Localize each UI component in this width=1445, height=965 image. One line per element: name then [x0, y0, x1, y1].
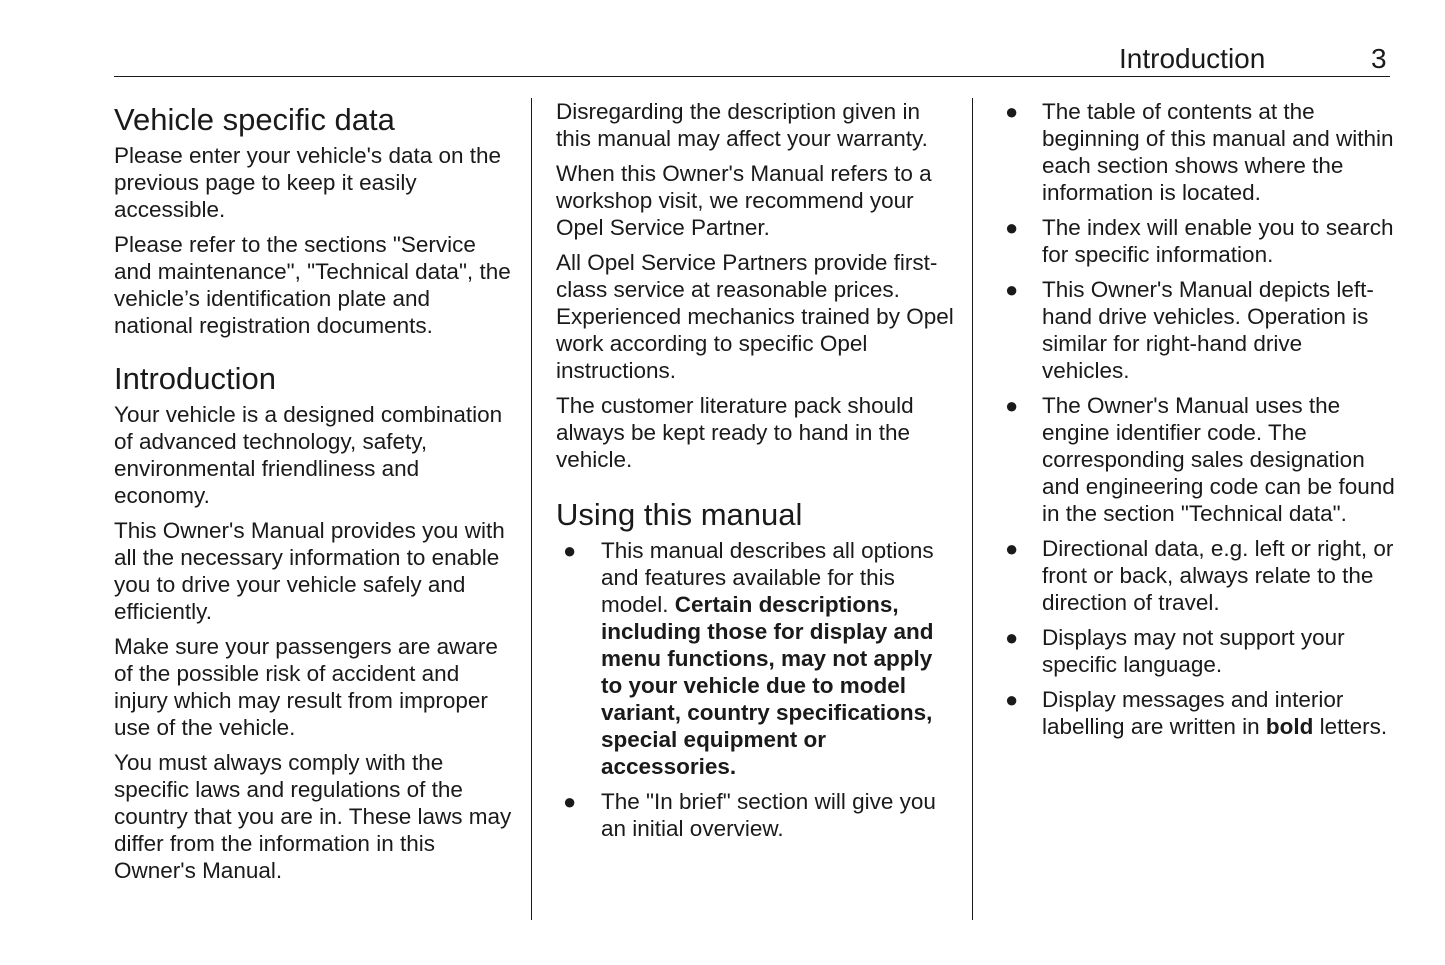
running-header-section: Introduction — [1119, 43, 1266, 74]
bullet-list — [1003, 98, 1395, 740]
bullet-dot-icon: ● — [1005, 687, 1019, 712]
list-item — [1003, 392, 1395, 527]
list-item-text: The table of contents at the beginning of this manual and within each section shows where the information is located. — [1042, 99, 1394, 205]
list-item — [1003, 624, 1395, 678]
column-divider-left — [531, 98, 532, 920]
paragraph: Make sure your passengers are aware of the possible risk of accident and injury which may result from improper use of the vehicle. — [114, 634, 498, 740]
list-item-text: Displays may not support your specific language. — [1042, 625, 1345, 677]
bullet-dot-icon: ● — [1005, 625, 1019, 650]
paragraph: Please refer to the sections "Service and maintenance", "Technical data", the vehicle’s identification plate and national registration documents. — [114, 232, 511, 338]
bullet-dot-icon: ● — [1005, 277, 1019, 302]
list-item-bold-text: bold — [1265, 714, 1314, 739]
paragraph: All Opel Service Partners provide first-class service at reasonable prices. Experienced mechanics trained by Opel work according to specific Opel instructions. — [556, 250, 954, 383]
list-item-bold-text: Certain descriptions, including those for display and menu functions, may not apply to your vehicle due to model variant, country specifications, special equipment or accessories. — [601, 592, 934, 779]
list-item-text: letters. — [1313, 714, 1388, 739]
bullet-dot-icon: ● — [563, 538, 577, 563]
list-item-text: The index will enable you to search for specific information. — [1042, 215, 1394, 267]
header-rule — [114, 76, 1390, 77]
paragraph: This Owner's Manual provides you with all the necessary information to enable you to drive your vehicle safely and efficiently. — [114, 518, 505, 624]
list-item-text: This Owner's Manual depicts left-hand drive vehicles. Operation is similar for right-hand drive vehicles. — [1042, 277, 1374, 383]
bullet-dot-icon: ● — [563, 789, 577, 814]
paragraph: The customer literature pack should always be kept ready to hand in the vehicle. — [556, 393, 914, 472]
bullet-list — [556, 537, 956, 842]
column-2 — [556, 98, 956, 850]
bullet-dot-icon: ● — [1005, 215, 1019, 240]
list-item — [556, 788, 956, 842]
list-item — [1003, 686, 1395, 740]
list-item — [1003, 535, 1395, 616]
paragraph: Your vehicle is a designed combination of advanced technology, safety, environmental friendliness and economy. — [114, 402, 503, 508]
heading-vehicle-specific-data: Vehicle specific data — [114, 102, 395, 137]
paragraph: Disregarding the description given in this manual may affect your warranty. — [556, 99, 928, 151]
list-item-text: This manual describes all options and features available for this model. — [601, 538, 934, 617]
list-item — [1003, 276, 1395, 384]
list-item-text: Display messages and interior labelling are written in — [1042, 687, 1344, 739]
list-item-text: The Owner's Manual uses the engine identifier code. The corresponding sales designation and engineering code can be found in the section "Technical data". — [1042, 393, 1395, 526]
bullet-dot-icon: ● — [1005, 99, 1019, 124]
bullet-dot-icon: ● — [1005, 536, 1019, 561]
heading-using-this-manual: Using this manual — [556, 497, 803, 532]
paragraph: Please enter your vehicle's data on the previous page to keep it easily accessible. — [114, 143, 502, 222]
column-3 — [1003, 98, 1395, 748]
paragraph: You must always comply with the specific laws and regulations of the country that you are in. These laws may differ from the information in this Owner's Manual. — [114, 750, 512, 883]
list-item-text: The "In brief" section will give you an initial overview. — [601, 789, 936, 841]
list-item — [556, 537, 956, 780]
list-item — [1003, 214, 1395, 268]
list-item — [1003, 98, 1395, 206]
heading-introduction: Introduction — [114, 361, 276, 396]
column-divider-right — [972, 98, 973, 920]
column-1 — [114, 98, 514, 892]
bullet-dot-icon: ● — [1005, 393, 1019, 418]
page-number: 3 — [1371, 43, 1387, 74]
list-item-text: Directional data, e.g. left or right, or front or back, always relate to the direction of travel. — [1042, 536, 1394, 615]
paragraph: When this Owner's Manual refers to a workshop visit, we recommend your Opel Service Partner. — [556, 161, 932, 240]
